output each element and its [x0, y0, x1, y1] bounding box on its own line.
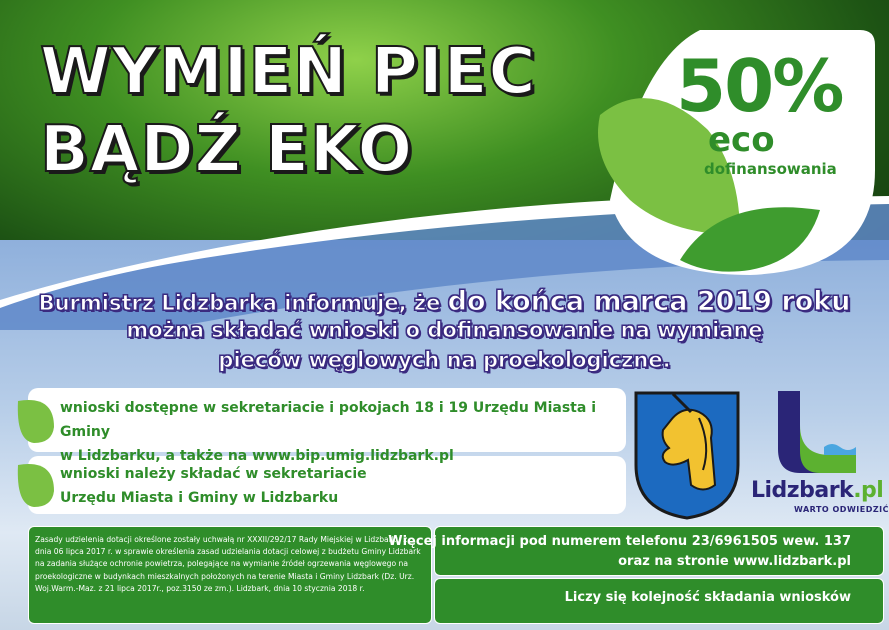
announcement-line-1 — [0, 286, 889, 317]
order-note-text: Liczy się kolejność składania wniosków — [564, 590, 851, 605]
subsidy-percent: 50% — [676, 44, 843, 128]
contact-line-2: oraz na stronie www.lidzbark.pl — [618, 554, 851, 569]
legal-notice-text: Zasady udzielenia dotacji określone zostały uchwałą nr XXXII/292/17 Rady Miejskiej w Lidzbarku z dnia 06 lipca 2017 r. w sprawie określenia zasad udzielania dotacji celowej z budżetu Gminy Lidzbark na zadania służące ochronie powietrza, polegające na wymianie źródeł ogrzewania węglowego na proekologiczne w budynkach mieszkalnych położonych na terenie Miasta i Gminy Lidzbark (Dz. Urz. Woj.Warm.-Maz. z 21 lipca 2017r., poz.3150 ze zm.). Lidzbark, dnia 10 stycznia 2018 r. — [35, 535, 421, 593]
contact-text — [388, 532, 851, 572]
leaf-icon — [14, 459, 56, 509]
info-pill-1-line-2: w Lidzbarku, a także na www.bip.umig.lidzbark.pl — [60, 448, 454, 464]
lidzbark-domain-suffix: .pl — [853, 478, 884, 503]
coat-of-arms-icon — [633, 390, 741, 520]
info-pill-2-line-2: Urzędu Miasta i Gminy w Lidzbarku — [60, 490, 339, 506]
leaf-icon — [14, 395, 56, 445]
announcement-prefix: Burmistrz Lidzbarka informuje, że — [38, 291, 448, 315]
headline-line-2: BĄDŹ EKO — [40, 113, 413, 187]
info-pill-2-text — [60, 462, 620, 510]
deadline-highlight: do końca marca 2019 roku — [447, 286, 851, 317]
legal-notice-box — [28, 526, 432, 624]
announcement-line-3: pieców węglowych na proekologiczne. — [218, 348, 671, 372]
headline-line-1: WYMIEŃ PIEC — [40, 35, 537, 109]
subsidy-label: dofinansowania — [704, 160, 837, 178]
lidzbark-wordmark — [751, 478, 883, 503]
contact-line-1: Więcej informacji pod numerem telefonu 23/6961505 wew. 137 — [388, 534, 851, 549]
lidzbark-name: Lidzbark — [751, 478, 854, 503]
lidzbark-tagline: WARTO ODWIEDZIĆ — [794, 505, 889, 514]
info-pill-2-line-1: wnioski należy składać w sekretariacie — [60, 466, 367, 482]
announcement-line-2: można składać wnioski o dofinansowanie na wymianę — [126, 318, 763, 342]
lidzbark-logo-icon — [770, 385, 862, 477]
info-pill-1-line-1: wnioski dostępne w sekretariacie i pokojach 18 i 19 Urzędu Miasta i Gminy — [60, 400, 596, 440]
info-pill-1-text — [60, 396, 620, 468]
eco-label: eco — [708, 120, 775, 160]
